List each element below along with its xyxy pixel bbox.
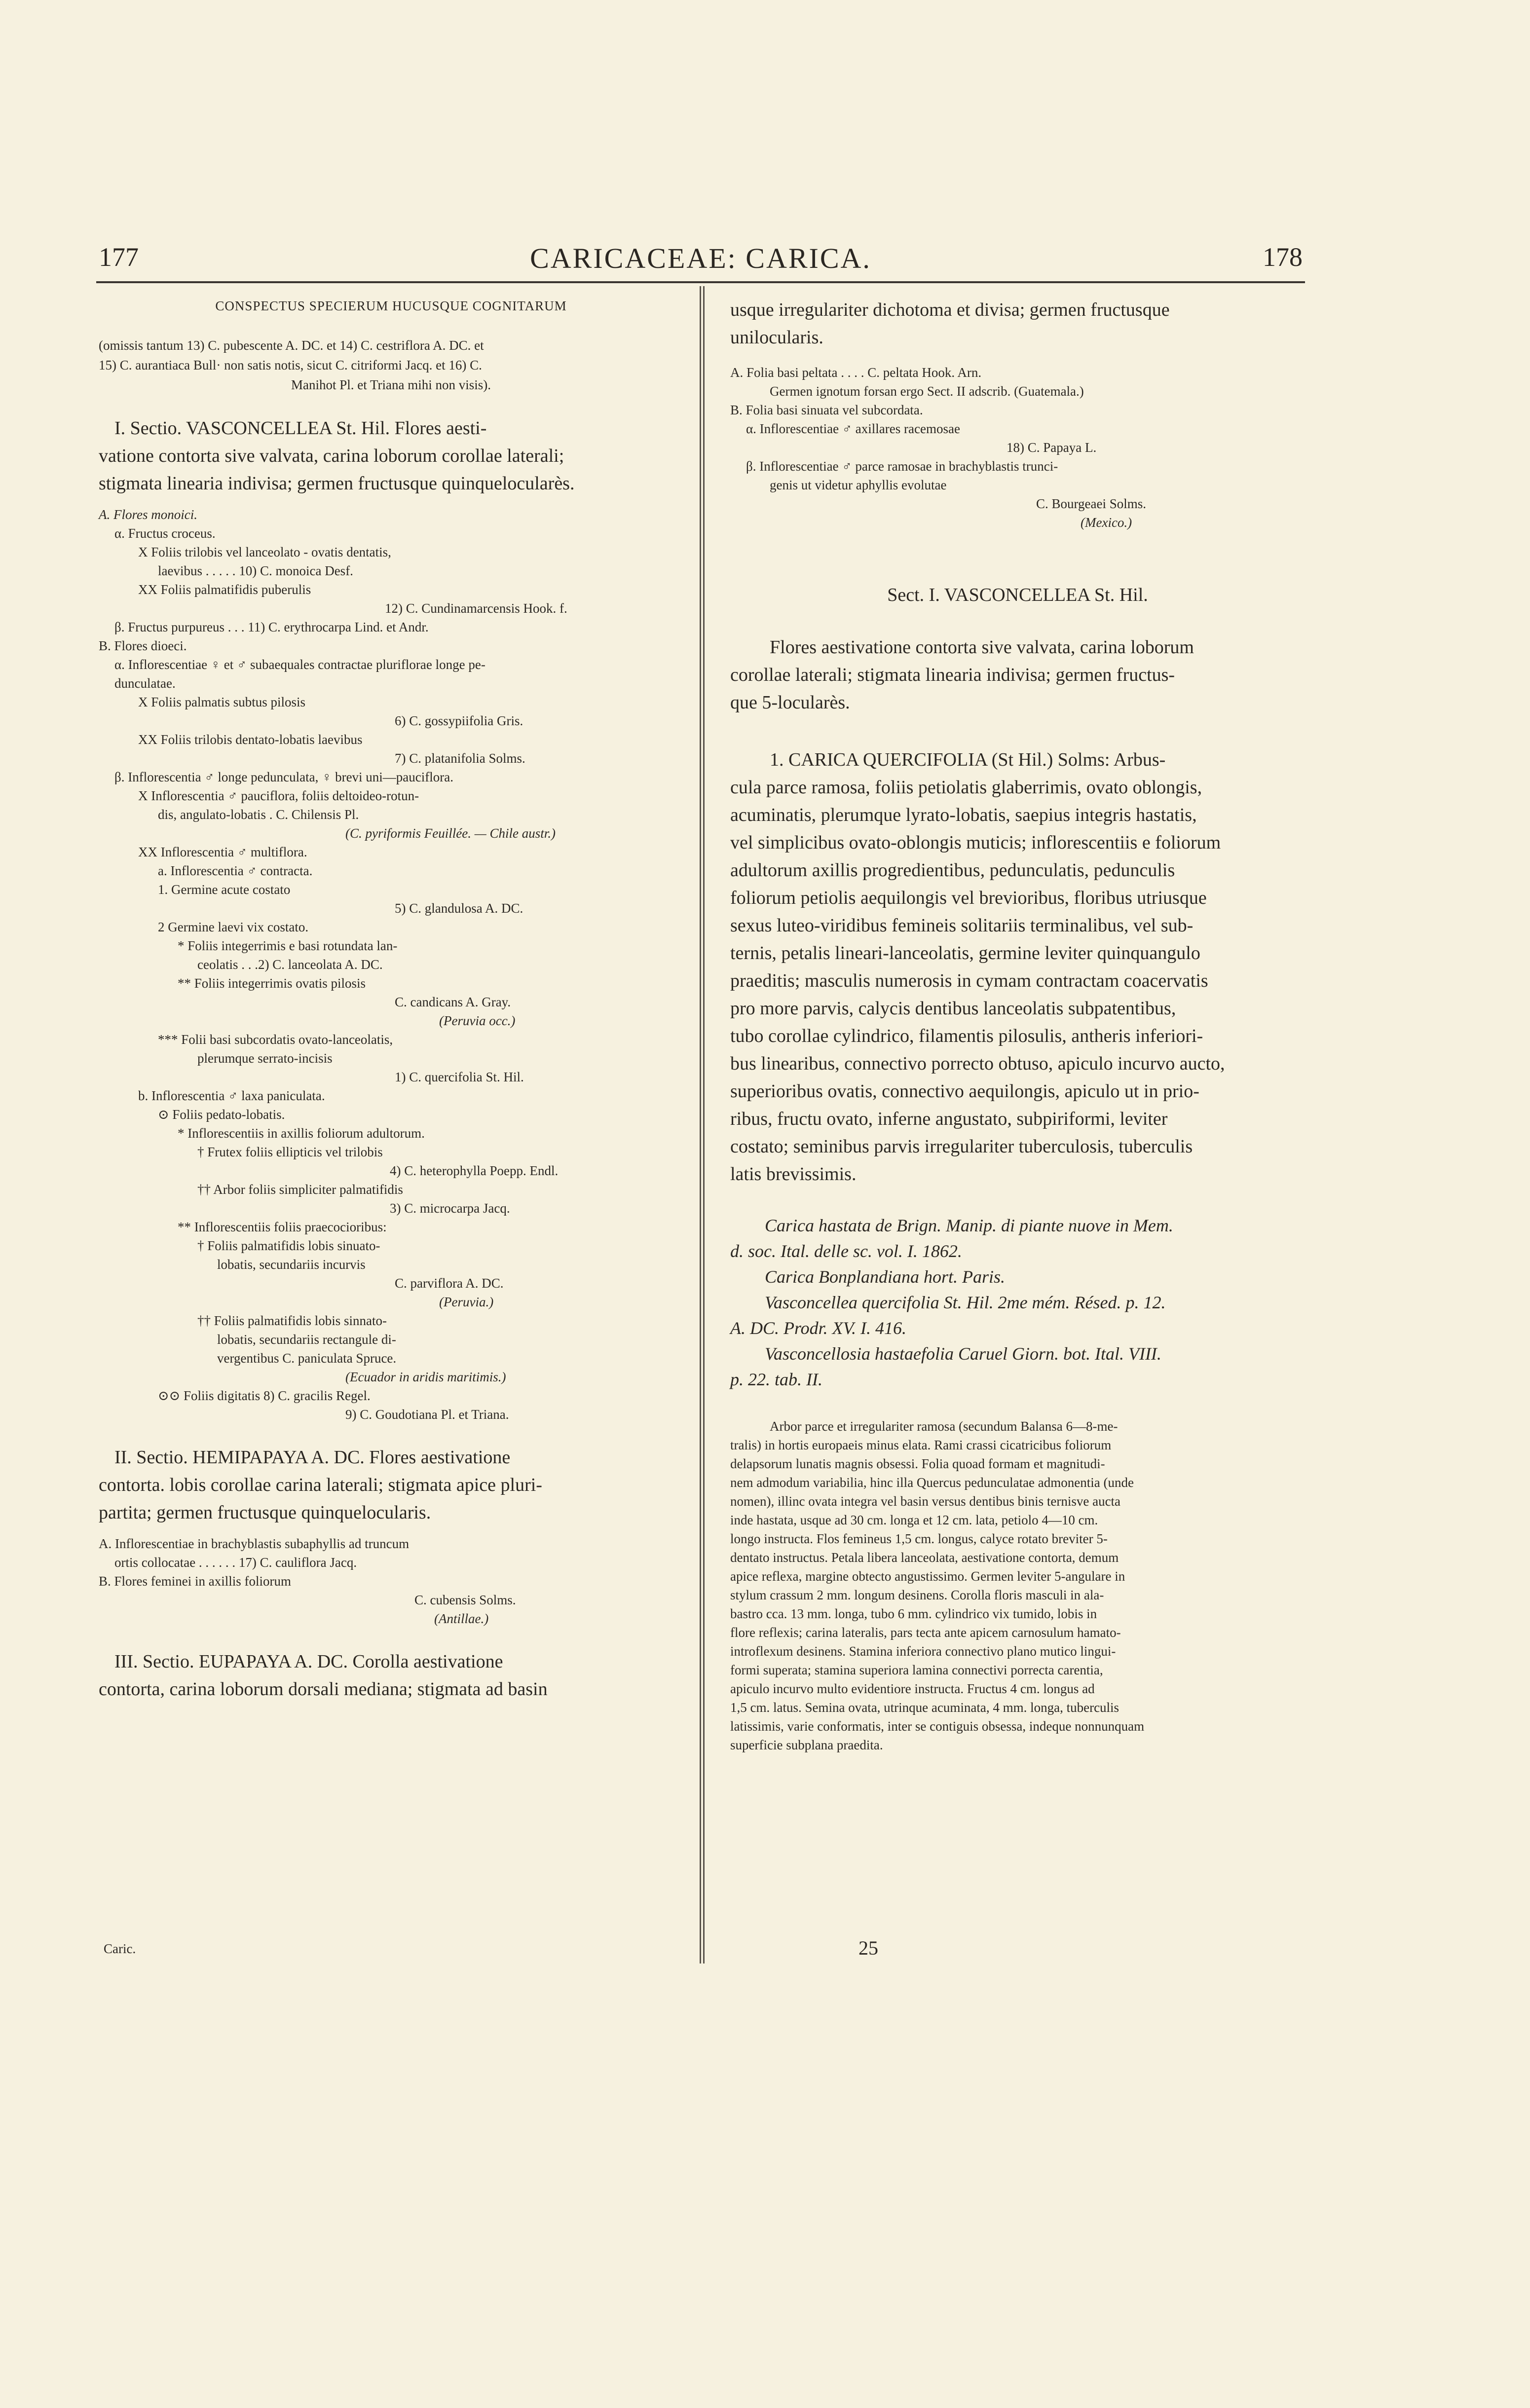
- section-line: II. Sectio. HEMIPAPAYA A. DC. Flores aestivatione: [114, 1447, 511, 1468]
- intro-line: (omissis tantum 13) C. pubescente A. DC. et 14) C. cestriflora A. DC. et: [99, 338, 484, 353]
- key-line: 5) C. glandulosa A. DC.: [395, 901, 523, 916]
- text-line: nem admodum variabilia, hinc illa Quercus pedunculatae admonentia (unde: [730, 1475, 1134, 1490]
- species-description: [730, 746, 1305, 1188]
- sheet-number: 25: [858, 1937, 878, 1959]
- key-section-2: [99, 1534, 683, 1628]
- key-line: B. Flores feminei in axillis foliorum: [99, 1574, 291, 1589]
- intro-line: Manihot Pl. et Triana mihi non visis).: [291, 377, 491, 392]
- text-line: latis brevissimis.: [730, 1164, 857, 1185]
- key-line: (Mexico.): [1081, 515, 1132, 530]
- key-line: * Inflorescentiis in axillis foliorum adultorum.: [178, 1126, 425, 1141]
- text-line: flore reflexis; carina lateralis, pars tecta ante apicem carnosulum hamato-: [730, 1625, 1121, 1640]
- key-line: plerumque serrato-incisis: [197, 1051, 333, 1066]
- key-line: (Peruvia occ.): [439, 1013, 516, 1028]
- section-line: contorta, carina loborum dorsali mediana; stigmata ad basin: [99, 1679, 548, 1700]
- text-line: nomen), illinc ovata integra vel basin versus dentibus binis ternisve aucta: [730, 1494, 1121, 1509]
- key-line: 9) C. Goudotiana Pl. et Triana.: [345, 1407, 509, 1422]
- key-line: * Foliis integerrimis e basi rotundata lan-: [178, 938, 398, 953]
- text-line: pro more parvis, calycis dentibus lanceolatis subpatentibus,: [730, 998, 1176, 1019]
- text-line: usque irregulariter dichotoma et divisa; germen fructusque: [730, 299, 1170, 320]
- page-number-left: 177: [99, 242, 139, 272]
- text-line: costato; seminibus parvis irregulariter tuberculosis, tuberculis: [730, 1136, 1193, 1157]
- key-line: C. candicans A. Gray.: [395, 995, 511, 1009]
- key-line: (Antillae.): [434, 1611, 489, 1626]
- key-line: ceolatis . . .2) C. lanceolata A. DC.: [197, 957, 383, 972]
- text-line: apice reflexa, margine obtecto angustissimo. Germen leviter 5-angulare in: [730, 1569, 1125, 1584]
- section-line: I. Sectio. VASCONCELLEA St. Hil. Flores aesti-: [114, 418, 487, 439]
- key-line: (C. pyriformis Feuillée. — Chile austr.): [345, 826, 556, 841]
- synonym-line: d. soc. Ital. delle sc. vol. I. 1862.: [730, 1241, 962, 1261]
- detailed-description: [730, 1417, 1305, 1754]
- key-line: β. Fructus purpureus . . . 11) C. erythrocarpa Lind. et Andr.: [114, 620, 429, 634]
- intro-line: 15) C. aurantiaca Bull· non satis notis, sicut C. citriformi Jacq. et 16) C.: [99, 358, 482, 372]
- section-line: vatione contorta sive valvata, carina loborum corollae laterali;: [99, 445, 564, 466]
- text-line: superioribus ovatis, connectivo aequilongis, apiculo ut in prio-: [730, 1081, 1199, 1102]
- text-line: adultorum axillis progredientibus, pedunculatis, pedunculis: [730, 860, 1175, 881]
- text-line: tralis) in hortis europaeis minus elata. Rami crassi cicatricibus foliorum: [730, 1438, 1112, 1452]
- key-line: ⊙ Foliis pedato-lobatis.: [158, 1107, 285, 1122]
- key-line: †† Arbor foliis simpliciter palmatifidis: [197, 1182, 403, 1197]
- text-line: cula parce ramosa, foliis petiolatis glaberrimis, ovato oblongis,: [730, 777, 1202, 798]
- text-line: acuminatis, plerumque lyrato-lobatis, saepius integris hastatis,: [730, 805, 1197, 825]
- key-line: dis, angulato-lobatis . C. Chilensis Pl.: [158, 807, 359, 822]
- continuation-text: [730, 296, 1305, 351]
- key-line: β. Inflorescentiae ♂ parce ramosae in brachyblastis trunci-: [746, 459, 1058, 474]
- text-line: apiculo incurvo multo evidentiore instructa. Fructus 4 cm. longus ad: [730, 1681, 1095, 1696]
- key-line: C. Bourgeaei Solms.: [1036, 496, 1147, 511]
- text-line: que 5-locularès.: [730, 692, 850, 713]
- text-line: formi superata; stamina superiora lamina connectivi porrecta carentia,: [730, 1663, 1103, 1677]
- conspectus-title: CONSPECTUS SPECIERUM HUCUSQUE COGNITARUM: [215, 298, 567, 313]
- key-line: XX Inflorescentia ♂ multiflora.: [138, 845, 307, 859]
- text-line: longo instructa. Flos femineus 1,5 cm. longus, calyce rotato breviter 5-: [730, 1531, 1108, 1546]
- section-line: partita; germen fructusque quinquelocularis.: [99, 1502, 431, 1523]
- section-2-heading: [99, 1444, 683, 1526]
- running-title: CARICACEAE: CARICA.: [530, 242, 871, 274]
- key-line: 2 Germine laevi vix costato.: [158, 920, 309, 934]
- key-line: α. Fructus croceus.: [114, 526, 216, 541]
- text-line: latissimis, varie conformatis, inter se contiguis obsessa, indeque nonnunquam: [730, 1719, 1145, 1734]
- text-line: introflexum desinens. Stamina inferiora connectivo plano mutico lingui-: [730, 1644, 1116, 1659]
- text-line: ternis, petalis lineari-lanceolatis, germine leviter quinquangulo: [730, 943, 1200, 963]
- key-line: C. parviflora A. DC.: [395, 1276, 504, 1291]
- text-line: unilocularis.: [730, 327, 823, 348]
- text-line: foliorum petiolis aequilongis vel brevioribus, floribus utriusque: [730, 888, 1207, 908]
- key-line: A. Inflorescentiae in brachyblastis subaphyllis ad truncum: [99, 1536, 410, 1551]
- key-line: α. Inflorescentiae ♂ axillares racemosae: [746, 421, 960, 436]
- key-line: B. Folia basi sinuata vel subcordata.: [730, 403, 923, 417]
- right-column: [730, 296, 1305, 1754]
- header-rule: [96, 281, 1305, 283]
- text-line: bus linearibus, connectivo porrecto obtuso, apiculo incurvo aucto,: [730, 1053, 1225, 1074]
- key-line: XX Foliis palmatifidis puberulis: [138, 582, 311, 597]
- text-line: inde hastata, usque ad 30 cm. longa et 12 cm. lata, petiolo 4—10 cm.: [730, 1513, 1098, 1527]
- key-line: X Foliis palmatis subtus pilosis: [138, 695, 306, 709]
- left-column: [99, 296, 683, 1703]
- section-1-heading: [99, 414, 683, 497]
- key-line: a. Inflorescentia ♂ contracta.: [158, 863, 313, 878]
- key-section-3: [730, 363, 1305, 532]
- key-line: XX Foliis trilobis dentato-lobatis laevibus: [138, 732, 363, 747]
- section-1-description: [730, 633, 1305, 716]
- synonyms-list: [730, 1213, 1305, 1392]
- synonym-line: Vasconcellea quercifolia St. Hil. 2me mém. Résed. p. 12.: [765, 1293, 1166, 1312]
- key-line: ** Foliis integerrimis ovatis pilosis: [178, 976, 366, 991]
- key-line: vergentibus C. paniculata Spruce.: [217, 1351, 397, 1366]
- text-line: ribus, fructu ovato, inferne angustato, subpiriformi, leviter: [730, 1109, 1168, 1129]
- key-line: dunculatae.: [114, 676, 176, 691]
- conspectus-intro: [99, 335, 683, 395]
- key-line: lobatis, secundariis incurvis: [217, 1257, 366, 1272]
- text-line: tubo corollae cylindrico, filamentis pilosulis, antheris inferiori-: [730, 1026, 1203, 1046]
- key-line: 4) C. heterophylla Poepp. Endl.: [390, 1163, 559, 1178]
- key-line: †† Foliis palmatifidis lobis sinnato-: [197, 1313, 387, 1328]
- text-line: 1. CARICA QUERCIFOLIA (St Hil.) Solms: Arbus-: [770, 749, 1166, 770]
- text-line: Flores aestivatione contorta sive valvata, carina loborum: [770, 637, 1194, 658]
- text-line: delapsorum lunatis magnis obsessi. Folia quoad formam et magnitudi-: [730, 1456, 1105, 1471]
- signature-mark: Caric.: [104, 1941, 136, 1956]
- text-line: bastro cca. 13 mm. longa, tubo 6 mm. cylindrico vix tumido, lobis in: [730, 1606, 1097, 1621]
- synonym-line: p. 22. tab. II.: [730, 1370, 822, 1389]
- text-line: Arbor parce et irregulariter ramosa (secundum Balansa 6—8-me-: [770, 1419, 1118, 1434]
- key-line: C. cubensis Solms.: [414, 1593, 516, 1607]
- key-line: lobatis, secundariis rectangule di-: [217, 1332, 396, 1347]
- key-line: *** Folii basi subcordatis ovato-lanceolatis,: [158, 1032, 393, 1047]
- section-line: III. Sectio. EUPAPAYA A. DC. Corolla aestivatione: [114, 1651, 503, 1672]
- section-line: stigmata linearia indivisa; germen fructusque quinquelocularès.: [99, 473, 575, 494]
- section-line: contorta. lobis corollae carina laterali; stigmata apice pluri-: [99, 1475, 542, 1495]
- text-line: vel simplicibus ovato-oblongis muticis; inflorescentiis e foliorum: [730, 832, 1221, 853]
- key-line: 6) C. gossypiifolia Gris.: [395, 713, 523, 728]
- key-line: X Inflorescentia ♂ pauciflora, foliis deltoideo-rotun-: [138, 788, 419, 803]
- key-line: laevibus . . . . . 10) C. monoica Desf.: [158, 563, 353, 578]
- key-line: 18) C. Papaya L.: [1007, 440, 1097, 455]
- key-line: Germen ignotum forsan ergo Sect. II adscrib. (Guatemala.): [770, 384, 1084, 399]
- text-line: corollae laterali; stigmata linearia indivisa; germen fructus-: [730, 665, 1175, 685]
- section-1-title: Sect. I. VASCONCELLEA St. Hil.: [887, 585, 1148, 605]
- page-header: [99, 242, 1303, 276]
- text-line: praeditis; masculis numerosis in cymam contractam coacervatis: [730, 970, 1208, 991]
- key-line: † Foliis palmatifidis lobis sinuato-: [197, 1238, 380, 1253]
- key-line: ** Inflorescentiis foliis praecocioribus:: [178, 1220, 387, 1234]
- key-line: A. Folia basi peltata . . . . C. peltata Hook. Arn.: [730, 365, 982, 380]
- key-line: ortis collocatae . . . . . . 17) C. cauliflora Jacq.: [114, 1555, 357, 1570]
- column-divider: [700, 286, 705, 1963]
- section-3-heading: [99, 1648, 683, 1703]
- key-line: A. Flores monoici.: [99, 507, 197, 522]
- key-line: 1) C. quercifolia St. Hil.: [395, 1070, 524, 1084]
- page-number-right: 178: [1263, 242, 1303, 272]
- synonym-line: Vasconcellosia hastaefolia Caruel Giorn. bot. Ital. VIII.: [765, 1344, 1161, 1364]
- key-line: (Peruvia.): [439, 1295, 494, 1309]
- key-line: 7) C. platanifolia Solms.: [395, 751, 525, 766]
- key-line: † Frutex foliis ellipticis vel trilobis: [197, 1145, 383, 1159]
- synonym-line: Carica Bonplandiana hort. Paris.: [765, 1267, 1006, 1287]
- text-line: stylum crassum 2 mm. longum desinens. Corolla floris masculi in ala-: [730, 1588, 1104, 1602]
- key-line: β. Inflorescentia ♂ longe pedunculata, ♀ brevi uni—pauciflora.: [114, 770, 453, 784]
- key-line: genis ut videtur aphyllis evolutae: [770, 478, 947, 492]
- key-line: X Foliis trilobis vel lanceolato - ovatis dentatis,: [138, 545, 391, 559]
- key-line: 12) C. Cundinamarcensis Hook. f.: [385, 601, 567, 616]
- key-line: α. Inflorescentiae ♀ et ♂ subaequales contractae pluriflorae longe pe-: [114, 657, 485, 672]
- text-line: 1,5 cm. latus. Semina ovata, utrinque acuminata, 4 mm. longa, tuberculis: [730, 1700, 1120, 1715]
- text-line: sexus luteo-viridibus femineis solitariis terminalibus, vel sub-: [730, 915, 1194, 936]
- key-line: 1. Germine acute costato: [158, 882, 291, 897]
- text-line: dentato instructus. Petala libera lanceolata, aestivatione contorta, demum: [730, 1550, 1119, 1565]
- synonym-line: Carica hastata de Brign. Manip. di piante nuove in Mem.: [765, 1216, 1173, 1235]
- key-line: B. Flores dioeci.: [99, 638, 187, 653]
- key-line: 3) C. microcarpa Jacq.: [390, 1201, 510, 1216]
- synonym-line: A. DC. Prodr. XV. I. 416.: [730, 1318, 907, 1338]
- key-line: ⊙⊙ Foliis digitatis 8) C. gracilis Regel.: [158, 1388, 371, 1403]
- key-section-1: [99, 505, 683, 1424]
- key-line: b. Inflorescentia ♂ laxa paniculata.: [138, 1088, 325, 1103]
- text-line: superficie subplana praedita.: [730, 1738, 883, 1752]
- key-line: (Ecuador in aridis maritimis.): [345, 1370, 506, 1384]
